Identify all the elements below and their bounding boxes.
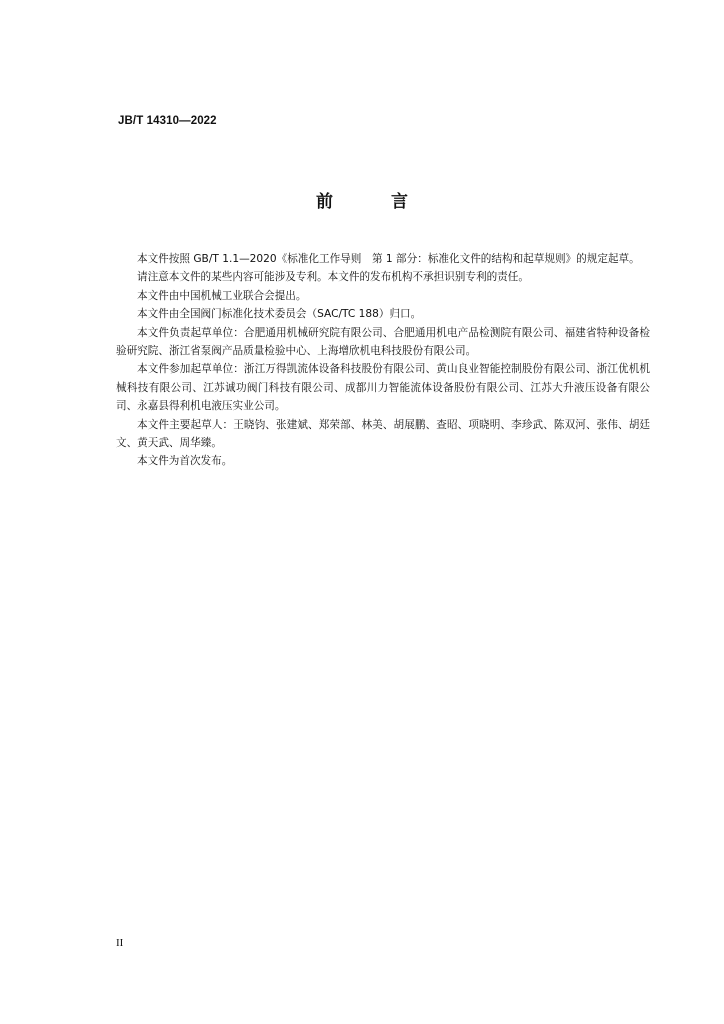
paragraph-first-release: 本文件为首次发布。 (137, 455, 233, 468)
paragraph-technical-committee: 本文件由全国阀门标准化技术委员会（SAC/TC 188）归口。 (137, 308, 422, 321)
paragraph-patent-notice: 请注意本文件的某些内容可能涉及专利。本文件的发布机构不承担识别专利的责任。 (137, 271, 529, 284)
paragraph-main-drafters: 本文件主要起草人：王晓钧、张建斌、郑荣部、林美、胡展鹏、查昭、项晓明、李珍武、陈双河、张伟、胡廷文、黄天武、周华臻。 (116, 418, 650, 450)
page-number: II (116, 937, 124, 949)
foreword-title: 前 言 (316, 192, 434, 212)
paragraph-proposer: 本文件由中国机械工业联合会提出。 (137, 289, 307, 302)
paragraph-drafting-rules: 本文件按照 GB/T 1.1—2020《标准化工作导则 第 1 部分：标准化文件的结构和起草规则》的规定起草。 (137, 253, 640, 265)
foreword-body (116, 250, 650, 471)
document-number: JB/T 14310—2022 (118, 115, 217, 127)
paragraph-participating-units: 本文件参加起草单位：浙江万得凯流体设备科技股份有限公司、黄山良业智能控制股份有限公司、浙江优机机械科技有限公司、江苏诚功阀门科技有限公司、成都川力智能流体设备股份有限公司、江苏大升液压设备有限公司、永嘉县得利机电液压实业公司。 (116, 363, 650, 413)
paragraph-lead-drafting-units: 本文件负责起草单位：合肥通用机械研究院有限公司、合肥通用机电产品检测院有限公司、福建省特种设备检验研究院、浙江省泵阀产品质量检验中心、上海增欣机电科技股份有限公司。 (116, 326, 650, 358)
